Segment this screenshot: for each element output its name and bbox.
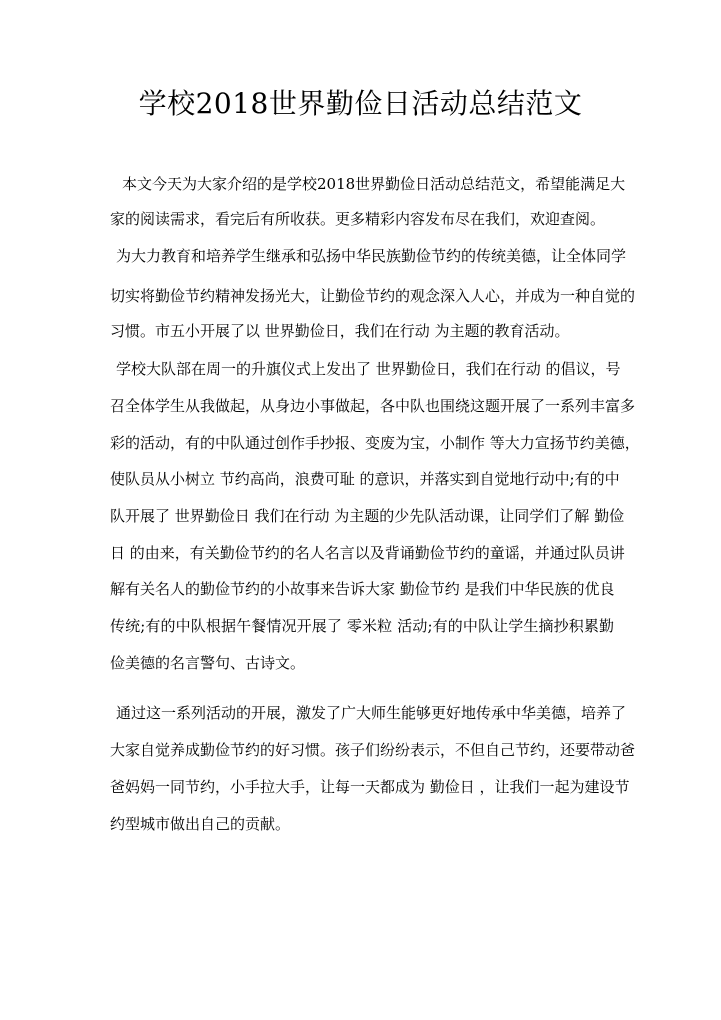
text-line: 通过这一系列活动的开展，激发了广大师生能够更好地传承中华美德，培养了 bbox=[116, 704, 627, 722]
text-line: 队开展了 世界勤俭日 我们在行动 为主题的少先队活动课，让同学们了解 勤俭 bbox=[110, 507, 625, 525]
text-line: 彩的活动，有的中队通过创作手抄报、变废为宝，小制作 等大力宣扬节约美德， bbox=[110, 434, 640, 452]
text-line: 为大力教育和培养学生继承和弘扬中华民族勤俭节约的传统美德，让全体同学 bbox=[116, 247, 627, 265]
document-title: 学校2018世界勤俭日活动总结范文 bbox=[138, 87, 583, 120]
text-line: 俭美德的名言警句、古诗文。 bbox=[110, 654, 306, 672]
text-line: 学校大队部在周一的升旗仪式上发出了 世界勤俭日，我们在行动 的倡议，号 bbox=[116, 360, 621, 378]
text-line: 解有关名人的勤俭节约的小故事来告诉大家 勤俭节约 是我们中华民族的优良 bbox=[110, 580, 615, 598]
text-line: 家的阅读需求，看完后有所收获。更多精彩内容发布尽在我们，欢迎查阅。 bbox=[110, 210, 606, 228]
text-line: 召全体学生从我做起，从身边小事做起，各中队也围绕这题开展了一系列丰富多 bbox=[110, 397, 636, 415]
text-line: 爸妈妈一同节约，小手拉大手，让每一天都成为 勤俭日 ，让我们一起为建设节 bbox=[110, 778, 630, 796]
text-line: 本文今天为大家介绍的是学校2018世界勤俭日活动总结范文，希望能满足大 bbox=[122, 175, 626, 193]
text-line: 切实将勤俭节约精神发扬光大，让勤俭节约的观念深入人心，并成为一种自觉的 bbox=[110, 287, 636, 305]
text-line: 使队员从小树立 节约高尚，浪费可耻 的意识，并落实到自觉地行动中;有的中 bbox=[110, 470, 620, 488]
text-line: 习惯。市五小开展了以 世界勤俭日，我们在行动 为主题的教育活动。 bbox=[110, 322, 570, 340]
text-line: 大家自觉养成勤俭节约的好习惯。孩子们纷纷表示，不但自己节约，还要带动爸 bbox=[110, 741, 636, 759]
text-line: 日 的由来，有关勤俭节约的名人名言以及背诵勤俭节约的童谣，并通过队员讲 bbox=[110, 544, 625, 562]
text-line: 约型城市做出自己的贡献。 bbox=[110, 815, 291, 833]
text-line: 传统;有的中队根据午餐情况开展了 零米粒 活动;有的中队让学生摘抄积累勤 bbox=[110, 617, 614, 635]
